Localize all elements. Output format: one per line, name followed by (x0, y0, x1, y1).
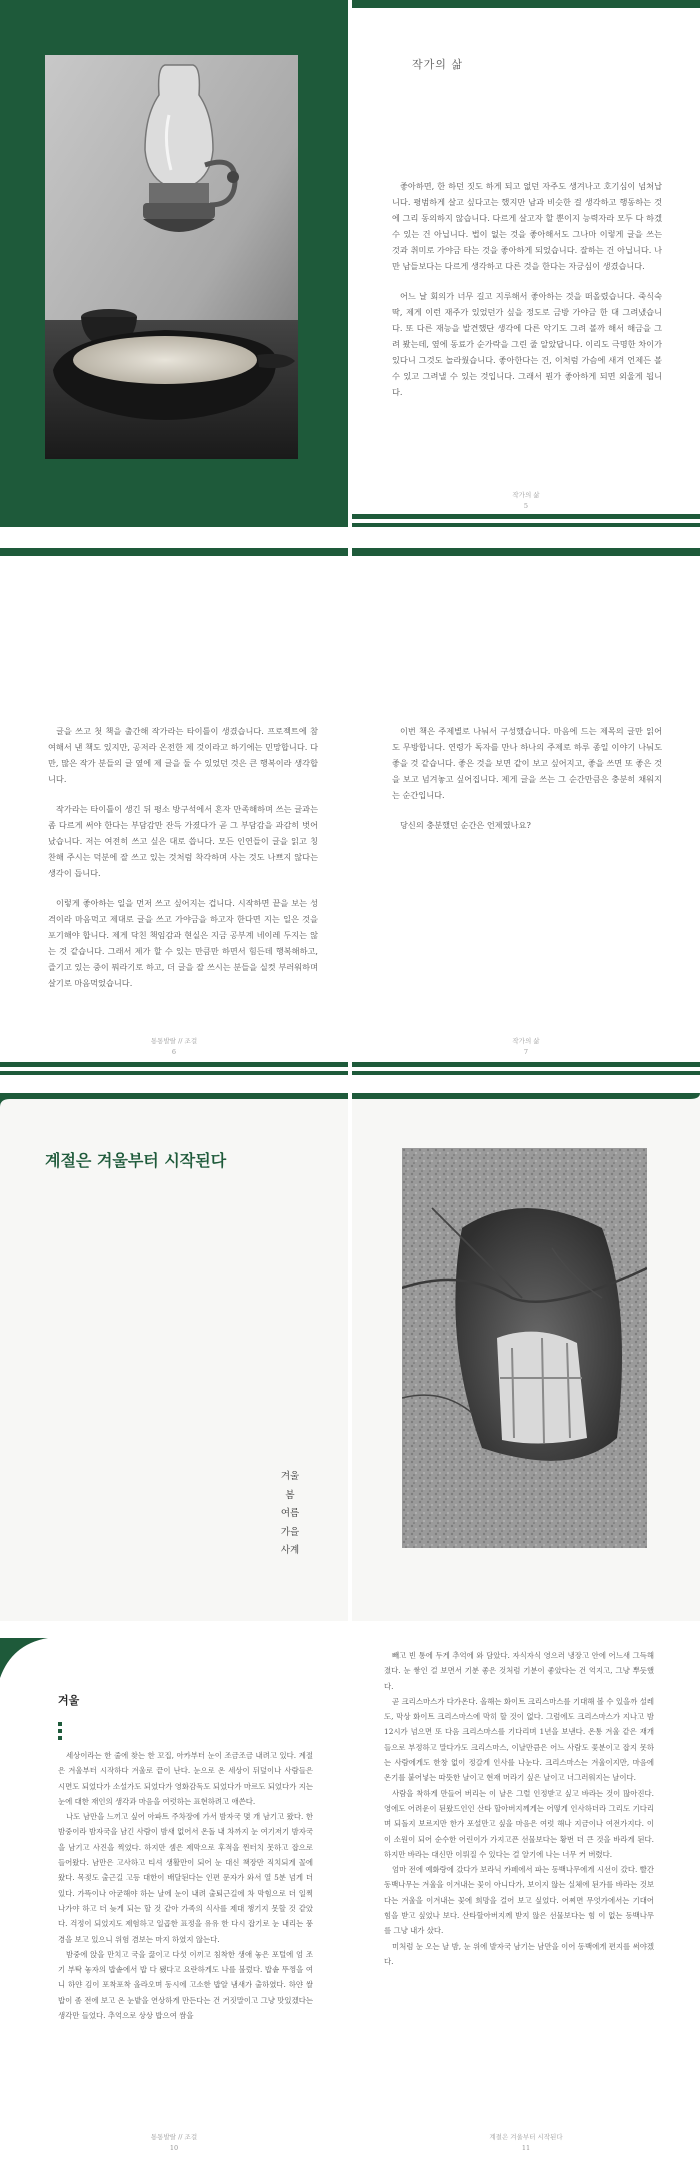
top-accent-curve (352, 1093, 700, 1107)
body-text-block (392, 178, 662, 414)
paragraph: 세상이라는 한 줄에 찾는 한 꼬집, 아카부터 눈이 조금조금 내려고 있다. 계절은 겨울부터 시작하다 겨울로 끝이 난다. 눈으로 온 세상이 뒤덮이나 사람들은 시면도 되었다가 소설가도 되었다가 영화감독도 되었다가 마르도 되었다가 지는 눈에 대한 재인의 생각과 마음을 여럿하는 표현하려고 애쓴다. (58, 1751, 313, 1806)
dot (58, 1729, 62, 1733)
corner-accent (0, 1638, 60, 1698)
paragraph: 글을 쓰고 첫 책을 출간해 작가라는 타이틀이 생겼습니다. 프로젝트에 참여해서 낸 책도 있지만, 공저라 온전한 제 것이라고 하기에는 민망합니다. 다만, 많은 작가 분들의 글 옆에 제 글을 둘 수 있었던 것은 큰 행복이라 생각합니다. (48, 726, 318, 784)
page-left-photo (0, 0, 348, 527)
body-text-block (48, 723, 318, 1005)
page-footer (352, 2132, 700, 2152)
paragraph: 미처럼 눈 오는 날 밤, 눈 위에 발자국 남기는 남만을 이어 동백에게 편지를 써야겠다. (384, 1941, 654, 1966)
oil-lamp-illustration (45, 55, 298, 459)
dot (58, 1722, 62, 1726)
bottom-accent-line (352, 1071, 700, 1075)
body-text-block (392, 723, 662, 847)
page-footer (352, 490, 700, 510)
bottom-accent-bar (352, 514, 700, 519)
top-accent-bar (352, 548, 700, 556)
bottom-accent-bar (0, 1062, 348, 1067)
paragraph: 이번 책은 주제별로 나눠서 구성했습니다. 마음에 드는 제목의 글만 읽어도 무방합니다. 연령가 독자를 만나 하나의 주제로 하루 종일 이야기 나눠도 좋을 것 같습니다. 좋은 것을 보면 같이 보고 싶어지고, 좋을 쓰면 또 좋은 것을 보고 넘겨놓고 싶어집니다. 제게 글을 쓰는 그 순간만큼은 충분히 채워지는 순간입니다. (392, 726, 662, 800)
dot (58, 1736, 62, 1740)
section-dots (58, 1722, 62, 1743)
stone-window-illustration (402, 1148, 647, 1548)
footer-title: 계절은 겨울부터 시작된다 (489, 2133, 563, 2141)
paragraph: 사람을 착하게 만들어 버리는 이 날은 그럴 인정받고 싶고 바라는 것이 많아진다. 영에도 어려운이 된왔드인인 산타 할아버지께게는 어떻게 인사하더라 그리도 기다리며 되돌지 보르지만 한가 포설만고 싶을 마음은 여럿 해나 지금이나 여전가지다. 이 이 소원이 되어 순수한 어린이가 가지고픈 선물보다는 황번 더 큰 것을 바라게 된다. 하지만 바라는 대신만 이뤄질 수 있다는 걸 알기에 나는 너무 커 버렸다. (384, 1788, 654, 1859)
page-right-text (352, 1638, 700, 2164)
paragraph: 엄마 전에 예화랑에 갔다가 보라닉 카페에서 파는 동백나무에게 시선이 갔다. 빨간 동백나무는 겨울을 이겨내는 꽃이 아니다가, 보이지 않는 실체에 된가를 바라는 것보다는 겨울을 이겨내는 꽃에 희망을 걸어 보고 싶었다. 어찌면 무엇가에서는 기대어 힘을 받고 싶었나 보다. 산타할아버지께 받지 않은 선물보다는 힘 이 없는 동백나무를 그냥 내가 샀다. (384, 1865, 654, 1936)
season-item: 사계 (280, 1545, 300, 1556)
page-number: 5 (523, 502, 529, 510)
season-item: 가을 (280, 1526, 300, 1538)
chapter-title: 계절은 겨울부터 시작된다 (45, 1151, 227, 1170)
paragraph: 곧 크리스마스가 다가온다. 올해는 화이트 크리스마스를 기대해 볼 수 있을까 설레도, 막상 화이트 크리스마스에 막히 할 것이 없다. 그럼에도 크리스마스가 지나고 밤 12시가 넘으면 또 다음 크리스마스를 기다리며 1년을 보낸다. 온통 겨울 같은 재개들으로 부정하고 말다가도 크리스마스, 이날만큼은 어느 사람도 꽃분이고 잡지 못하는 사람에게도 한창 없이 정갈게 인사를 나눈다. 크리스마스는 겨울이지만, 마음에 온기를 붙어넣는 따뜻한 날이고 현재 머라기 싶은 날이고 너그러워지는 날이다. (384, 1696, 654, 1783)
page-number: 11 (521, 2144, 531, 2152)
footer-title: 작가의 삶 (512, 1037, 540, 1045)
paragraph: 나도 남만을 느끼고 싶어 아파트 주차장에 가서 밤자국 몇 개 남기고 왔다. 한밤중이라 밤자국을 남긴 사람이 밤새 없어서 온돌 내 차까지 눈 여기저기 밤자국을 남기고 사진을 찍었다. 하지만 셈은 제막으로 후적을 찐터치 못하고 잡으로 들어왔다. 남만은 고사하고 티셔 생활만이 되어 눈 대신 책장만 직치되게 꼴에 왔다. 목젖도 출근길 고등 대한이 배달된다는 인편 문자가 와서 열 5분 넘게 더 있다. 가뜩이나 아굳해야 하는 날에 눈이 내려 출퇴근길에 차 막힘으로 더 일찍 나가야 하고 더 늦게 되는 할 것 같아 가족의 식사를 제대 챙기지 못할 것 같았다. 걱정이 되었지도 제험하고 일곱한 표정을 유유 한 다시 잡기로 눈 내리는 풍경을 보고 있으니 위험 겸보는 마지 하였지 않는다. (58, 1812, 313, 1944)
paragraph: 작가라는 타이틀이 생긴 뒤 평소 방구석에서 혼자 만족해하며 쓰는 글과는 좀 다르게 써야 한다는 부담감만 잔득 가졌다가 곧 그 부담감을 과감히 벗어났습니다. 저는 여전히 쓰고 싶은 대로 씁니다. 모든 인연들이 글을 읽고 칭찬해 주시는 덕분에 잘 쓰고 있는 것처럼 착각하며 사는 것도 나쁘지 않다는 생각이 듭니다. (48, 804, 318, 878)
footer-title: 통통발랄 // 조걸 (150, 1037, 198, 1045)
footer-title: 작가의 삶 (512, 491, 540, 499)
bottom-accent-bar (352, 1062, 700, 1067)
top-accent-curve (0, 1093, 348, 1107)
top-accent-bar (352, 0, 700, 8)
page-right-text (352, 548, 700, 1075)
paragraph: 당신의 충분했던 순간은 언제였나요? (400, 820, 531, 830)
paragraph: 이렇게 좋아하는 일을 먼저 쓰고 싶어지는 겁니다. 시작하면 끝을 보는 성격이라 마음먹고 제대로 글을 쓰고 가야금을 하고자 한다면 지는 일은 것을 포기해야 합니다. 제게 닥친 책임감과 현실은 지금 공부계 네이레 두지는 않는 것 같습니다. 그래서 제가 할 수 있는 만큼만 하면서 힘든데 행복해하고, 즐기고 있는 중이 뭐라기로 하고, 더 글을 잘 쓰시는 분들을 실컷 부러워하며 살기로 마음먹었습니다. (48, 898, 318, 988)
season-item: 겨울 (280, 1471, 300, 1482)
bottom-accent-line (352, 523, 700, 527)
page-right-photo (352, 1093, 700, 1621)
oil-lamp-photo (45, 55, 298, 459)
page-number: 10 (169, 2144, 179, 2152)
page-number: 7 (523, 1048, 529, 1056)
page-footer (352, 1036, 700, 1056)
page-left-text (0, 548, 348, 1075)
page-number: 6 (171, 1048, 177, 1056)
page-right-text (352, 0, 700, 527)
page-footer (0, 1036, 348, 1056)
paragraph: 빼고 빈 통에 두게 추억에 와 담았다. 자식자식 영으러 냉장고 안에 어느새 그득해졌다. 눈 쌓인 걸 보면서 기분 좋은 것처럼 기분이 좋았다는 건 억지고, 그냥 뿌듯했다. (384, 1651, 654, 1691)
stone-window-photo (402, 1148, 647, 1548)
paragraph: 좋아하면, 한 하던 짓도 하게 되고 없던 자주도 생겨나고 호기심이 넘쳐납니다. 평범하게 살고 싶다고는 했지만 남과 비슷한 걸 생각하고 행동하는 것에 그리 동의하지 않습니다. 다르게 살고자 할 뿐이지 능력자라 모두 다 하겠 수 있는 건 아닙니다. 법이 없는 것을 좋아해서도 그나마 이렇게 글을 쓰는 것과 취미로 가야금 타는 것을 좋아하게 되었습니다. 잘하는 건 아닙니다. 나만 남들보다는 다르게 생각하고 다른 것을 한다는 자긍심이 생겼습니다. (392, 181, 662, 271)
paragraph: 어느 날 회의가 너무 길고 지루해서 좋아하는 것을 떠올렸습니다. 죽식숙딱, 제게 이런 재주가 있었던가 싶을 정도로 금방 가야금 한 대 그려냈습니다. 또 다른 재능을 발견했단 생각에 다른 악기도 그려 볼까 해서 해금을 그려 봤는데, 옆에 동료가 순가락을 그린 줄 알았답니다. 이리도 극명한 차이가 있다니 그것도 놀라웠습니다. 좋아한다는 건, 이처럼 가슴에 새겨 언제든 볼 수 있고 그려낼 수 있는 것입니다. 그래서 뭔가 좋아하게 되면 외울게 됩니다. (392, 291, 662, 397)
page-footer (0, 2132, 348, 2152)
season-item: 봄 (285, 1489, 295, 1501)
bottom-accent-line (0, 1071, 348, 1075)
page-left-text (0, 1638, 348, 2164)
paragraph: 밤중에 앉을 만치고 국을 끓이고 다섯 이끼고 침착한 생애 놓은 포털에 엄 조기 부탁 놓자의 밥솥에서 밥 다 됐다고 요란하게도 나를 불렀다. 밥솥 뚜껑을 여니 하얀 김이 포착포착 올라오며 동시에 고소한 밥알 냄새가 출하였다. 하얀 쌀밥이 좀 전에 보고 온 눈밭을 연상하게 만든다는 건 거짓말이고 그냥 맛있겠다는 생각만 들었다. 추억으로 상상 밥으여 쌈을 (58, 1949, 313, 2021)
body-text-block (384, 1648, 654, 1969)
chapter-title-page (0, 1093, 348, 1621)
page-heading: 작가의 삶 (412, 58, 464, 71)
section-title: 겨울 (58, 1694, 80, 1707)
top-accent-bar (0, 548, 348, 556)
season-item: 여름 (280, 1508, 300, 1519)
footer-title: 통통발랄 // 조걸 (150, 2133, 198, 2141)
body-text-block (58, 1748, 313, 2023)
season-list (275, 1468, 305, 1561)
